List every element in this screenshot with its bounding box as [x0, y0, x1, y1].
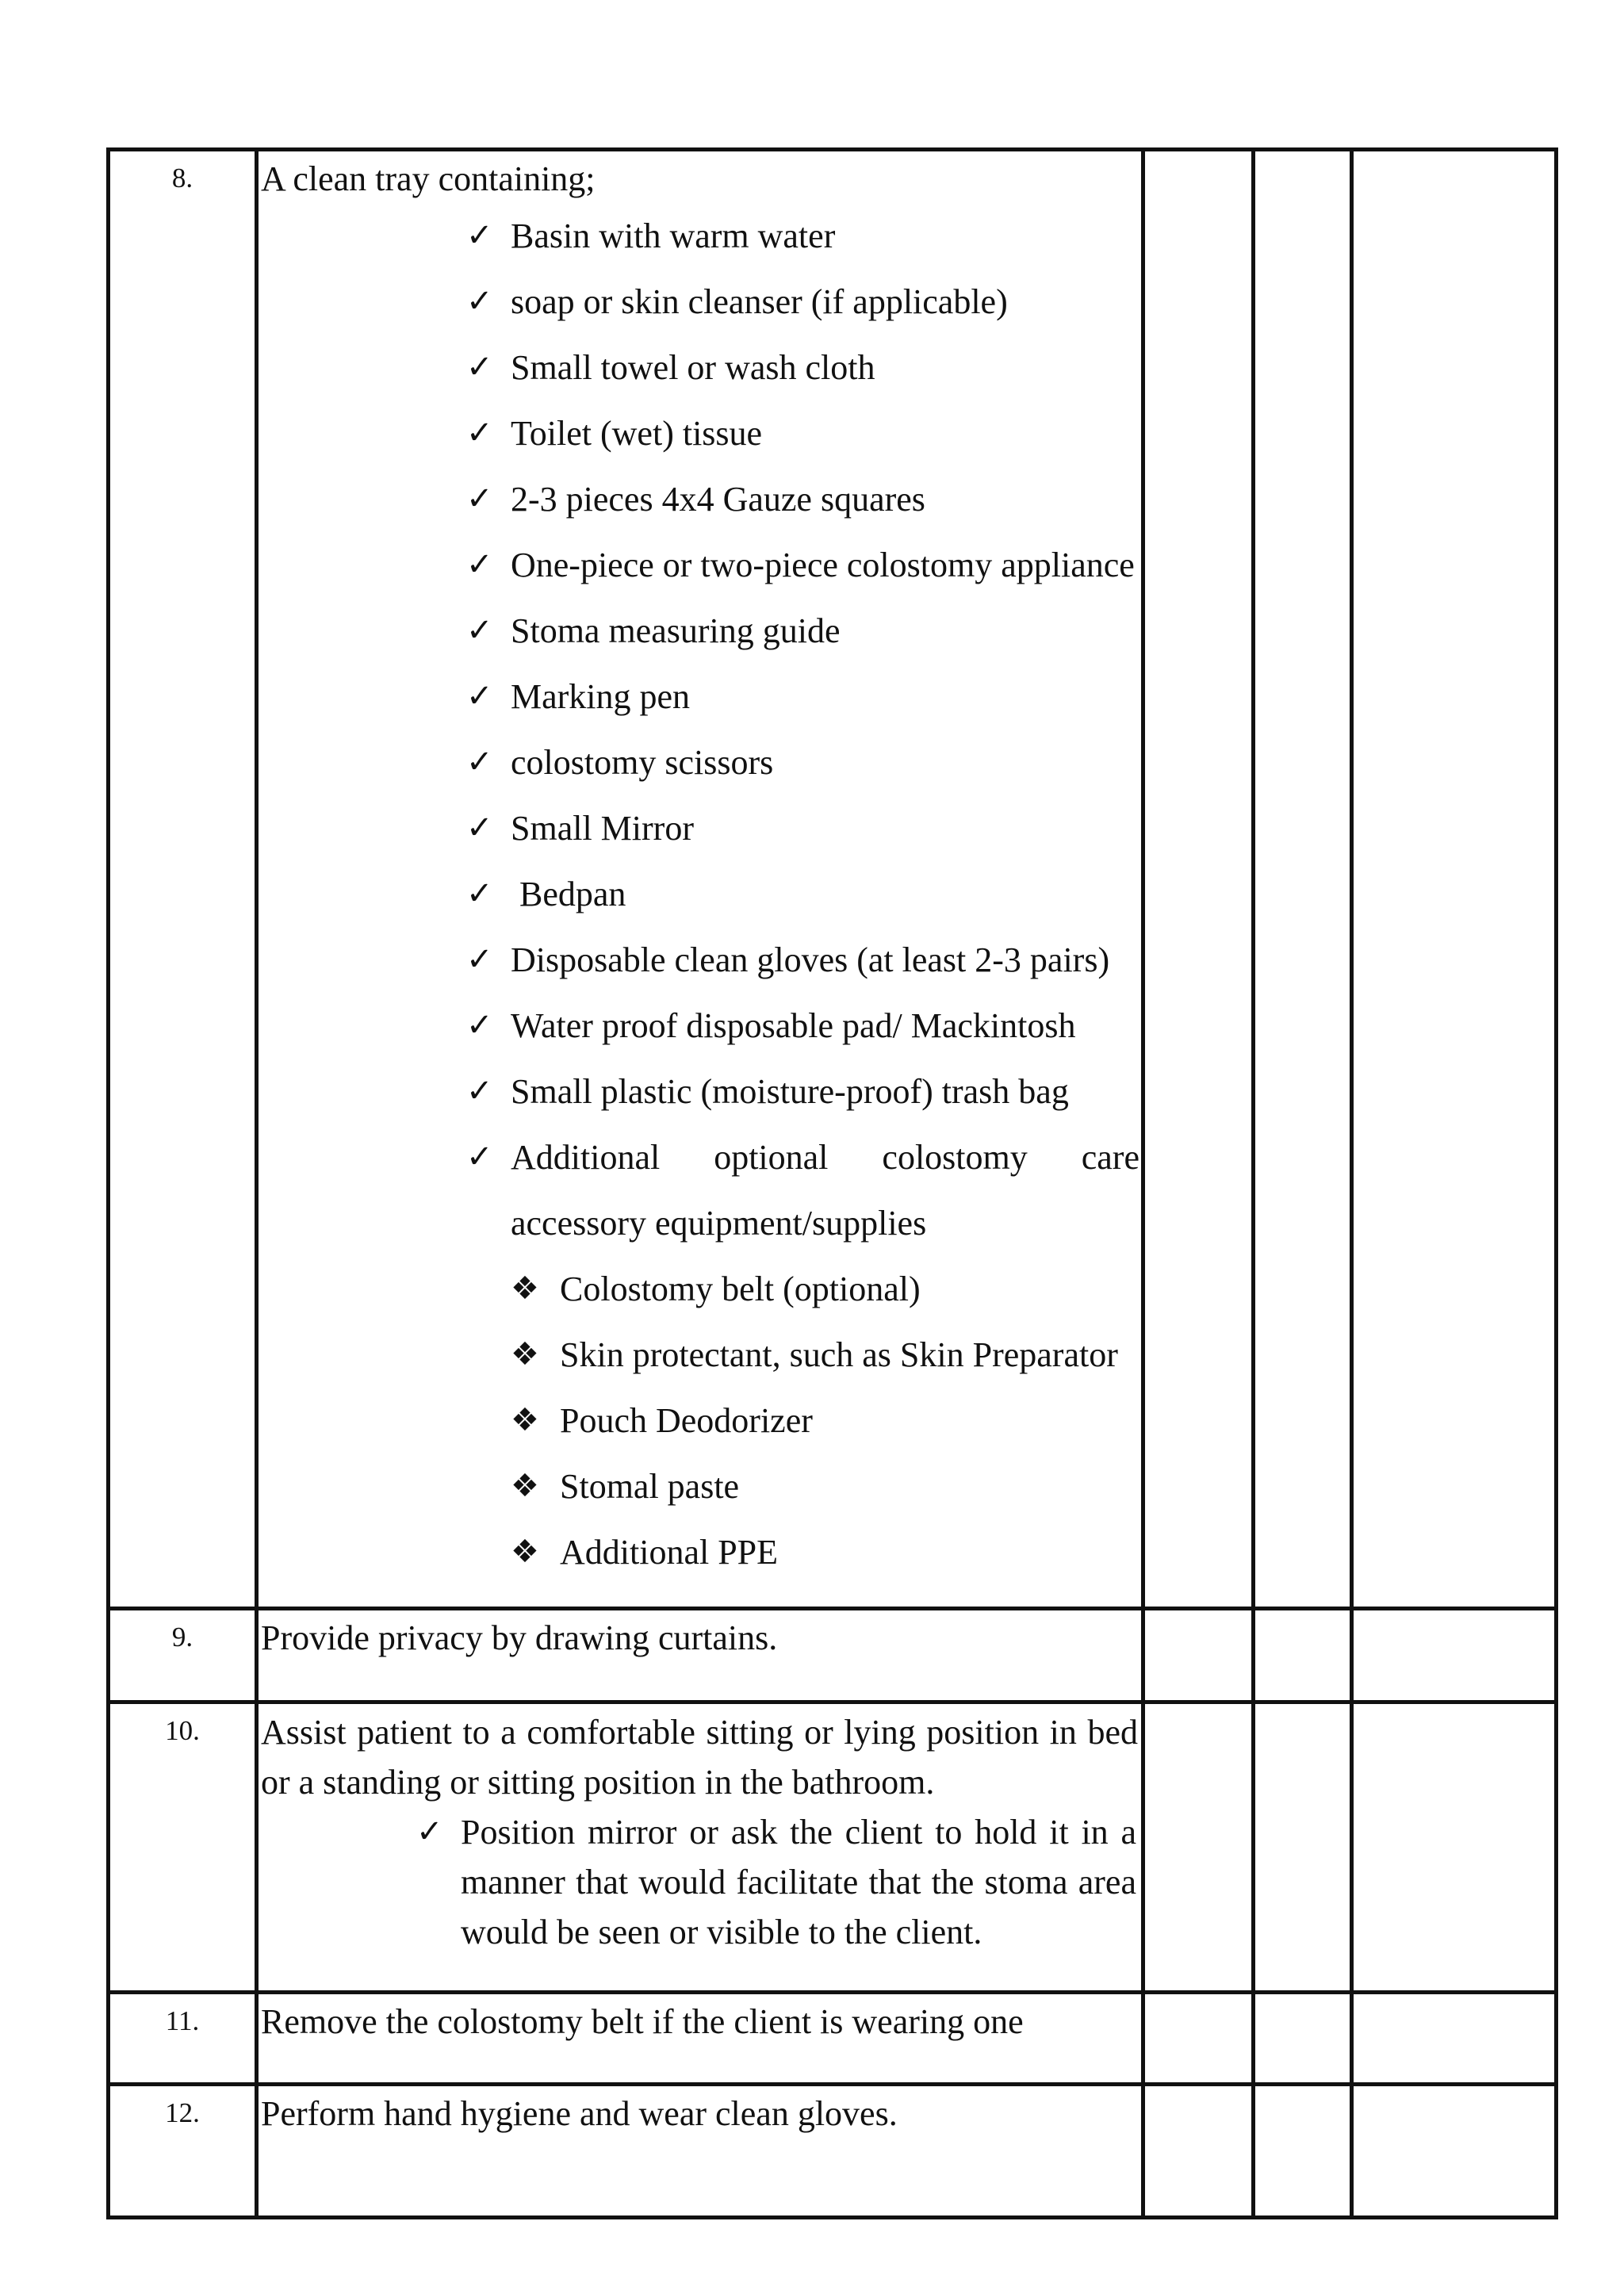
list-item: ❖ Additional PPE [560, 1519, 1139, 1585]
list-item: ✓ 2-3 pieces 4x4 Gauze squares [511, 466, 1141, 532]
supply-list [259, 203, 1141, 1585]
score-cell[interactable] [1143, 1609, 1254, 1702]
score-cell[interactable] [1143, 1993, 1254, 2085]
check-mark-icon: ✓ [466, 349, 493, 385]
check-mark-icon: ✓ [466, 744, 493, 780]
procedure-checklist-table [106, 147, 1558, 2219]
score-cell[interactable] [1143, 2085, 1254, 2218]
list-item: ✓ Toilet (wet) tissue [511, 400, 1141, 466]
score-cell[interactable] [1143, 150, 1254, 1609]
score-cell[interactable] [1254, 1702, 1352, 1993]
list-item: ✓ Water proof disposable pad/ Mackintosh [511, 993, 1141, 1059]
step-description [257, 150, 1143, 1609]
check-mark-icon: ✓ [466, 481, 493, 517]
four-diamond-icon: ❖ [511, 1468, 539, 1504]
step-number: 9. [109, 1609, 257, 1702]
check-mark-icon: ✓ [466, 810, 493, 846]
step-description: Provide privacy by drawing curtains. [257, 1609, 1143, 1702]
list-item: ✓ Small towel or wash cloth [511, 335, 1141, 400]
check-mark-icon: ✓ [466, 1073, 493, 1109]
sub-step-list [259, 1807, 1141, 1957]
list-item: ✓ colostomy scissors [511, 730, 1141, 795]
list-item: ❖ Colostomy belt (optional) [560, 1256, 1139, 1322]
list-item: ✓ Small plastic (moisture-proof) trash bag [511, 1059, 1141, 1124]
remarks-cell[interactable] [1352, 1702, 1557, 1993]
list-item: ❖ Skin protectant, such as Skin Preparator [560, 1322, 1139, 1388]
check-mark-icon: ✓ [466, 415, 493, 451]
list-item: ❖ Stomal paste [560, 1453, 1139, 1519]
step-number: 12. [109, 2085, 257, 2218]
list-item: ✓ Stoma measuring guide [511, 598, 1141, 664]
list-item: ✓ Marking pen [511, 664, 1141, 730]
list-item: ✓ Additional optional colostomy care accessory equipment/supplies ❖ Colostomy belt (optional) ❖ Skin protectant, such as Skin Preparator ❖ Pouch Deodorizer ❖ Stomal paste ❖ Additional PPE [511, 1124, 1141, 1585]
list-item: ✓ Small Mirror [511, 795, 1141, 861]
step-number: 10. [109, 1702, 257, 1993]
step-number: 11. [109, 1993, 257, 2085]
table-row [109, 1993, 1557, 2085]
step-description: Assist patient to a comfortable sitting or lying position in bed or a standing or sitting position in the bathroom. ✓ Position mirror or ask the client to hold it in a manner that would facilitate that the stoma area would be seen or visible to the client. [257, 1702, 1143, 1993]
four-diamond-icon: ❖ [511, 1270, 539, 1307]
list-item: ✓ Position mirror or ask the client to hold it in a manner that would facilitate that the stoma area would be seen or visible to the client. [461, 1807, 1136, 1957]
score-cell[interactable] [1143, 1702, 1254, 1993]
table-row [109, 1609, 1557, 1702]
list-item: ✓ Disposable clean gloves (at least 2-3 pairs) [511, 927, 1141, 993]
list-item: ❖ Pouch Deodorizer [560, 1388, 1139, 1453]
four-diamond-icon: ❖ [511, 1534, 539, 1570]
accessory-sub-list [511, 1256, 1139, 1585]
table-row [109, 150, 1557, 1609]
check-mark-icon: ✓ [466, 283, 493, 320]
four-diamond-icon: ❖ [511, 1402, 539, 1438]
check-mark-icon: ✓ [466, 612, 493, 649]
remarks-cell[interactable] [1352, 2085, 1557, 2218]
score-cell[interactable] [1254, 2085, 1352, 2218]
check-mark-icon: ✓ [466, 546, 493, 583]
list-item: ✓ Bedpan [511, 861, 1141, 927]
table-row [109, 2085, 1557, 2218]
check-mark-icon: ✓ [416, 1813, 443, 1850]
step-description: Perform hand hygiene and wear clean gloves. [257, 2085, 1143, 2218]
table-row [109, 1702, 1557, 1993]
check-mark-icon: ✓ [466, 1007, 493, 1044]
remarks-cell[interactable] [1352, 1609, 1557, 1702]
score-cell[interactable] [1254, 1993, 1352, 2085]
list-item: ✓ soap or skin cleanser (if applicable) [511, 269, 1141, 335]
score-cell[interactable] [1254, 1609, 1352, 1702]
step-number: 8. [109, 150, 257, 1609]
step-description: Remove the colostomy belt if the client is wearing one [257, 1993, 1143, 2085]
list-item: ✓ One-piece or two-piece colostomy appliance [511, 532, 1141, 598]
remarks-cell[interactable] [1352, 150, 1557, 1609]
check-mark-icon: ✓ [466, 875, 493, 912]
four-diamond-icon: ❖ [511, 1336, 539, 1373]
score-cell[interactable] [1254, 150, 1352, 1609]
check-mark-icon: ✓ [466, 1139, 493, 1175]
list-item: ✓ Basin with warm water [511, 203, 1141, 269]
remarks-cell[interactable] [1352, 1993, 1557, 2085]
step-heading: A clean tray containing; [261, 159, 596, 198]
check-mark-icon: ✓ [466, 217, 493, 254]
check-mark-icon: ✓ [466, 941, 493, 978]
check-mark-icon: ✓ [466, 678, 493, 714]
